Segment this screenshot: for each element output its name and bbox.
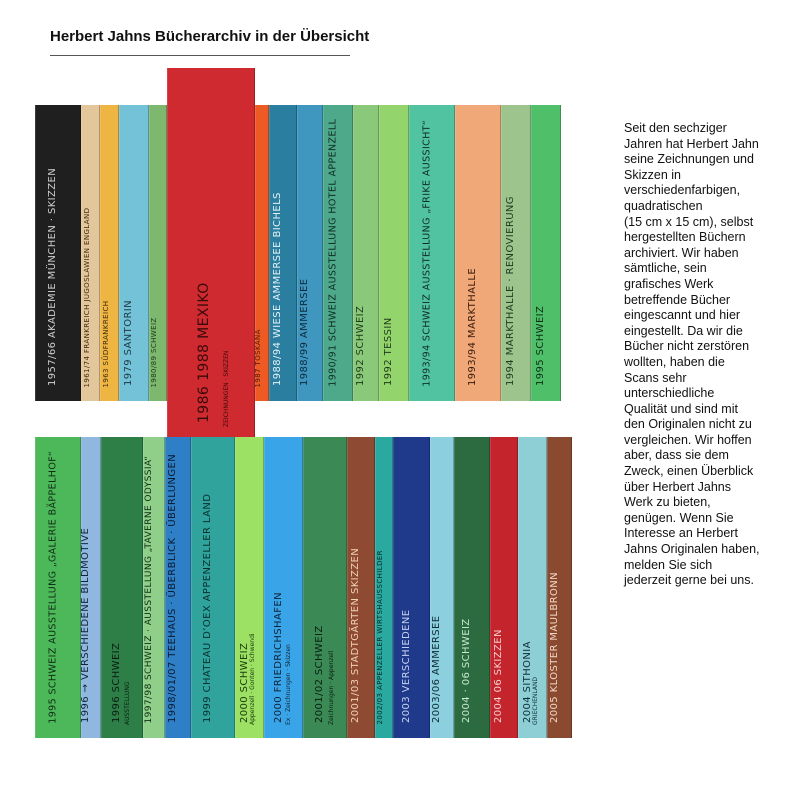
- bottom-book-spine: [264, 437, 303, 738]
- top-book-spine: [353, 105, 379, 401]
- bottom-book-spine: [191, 437, 235, 738]
- bottom-book-label: 2002/03 APPENZELLER WIRTSHAUSSCHILDER: [376, 550, 384, 725]
- bottom-book-sublabel: Ex · Zeichnungen · Skizzen: [285, 644, 293, 725]
- top-book-spine: [167, 68, 255, 440]
- top-book-spine: [81, 105, 100, 401]
- archive-description: Seit den sechziger Jahren hat Herbert Jahn seine Zeichnungen und Skizzen in verschiedenfarbigen, quadratischen (15 cm x 15 cm), selbst hergestellten Büchern archiviert. Wir haben sämtliche, sein grafisches Werk betreffende Bücher eingescannt und hier eingestellt. Da wir die Bücher nicht zerstören wollten, haben die Scans sehr unterschiedliche Qualität und sind mit den Originalen nicht zu vergleichen. Wir hoffen aber, dass sie dem Zweck, einen Überblick über Herbert Jahns Werk zu bieten, genügen. Wenn Sie Interesse an Herbert Jahns Originalen haben, melden Sie sich jederzeit gerne bei uns.: [624, 121, 760, 588]
- bottom-book-spine: [165, 437, 191, 738]
- top-book-label: 1995 SCHWEIZ: [535, 305, 546, 386]
- top-book-label: 1988/99 AMMERSEE: [299, 278, 310, 386]
- bottom-book-label: 2003/06 AMMERSEE: [431, 615, 442, 723]
- top-book-label: 1979 SANTORIN: [123, 299, 134, 386]
- bottom-book-spine: [547, 437, 572, 738]
- top-book-label: 1957/66 AKADEMIE MÜNCHEN · SKIZZEN: [47, 167, 58, 386]
- bottom-book-label: 2001/03 STADTGÄRTEN SKIZZEN: [350, 547, 361, 723]
- bottom-book-spine: [143, 437, 165, 738]
- bottom-book-spine: [518, 437, 547, 738]
- top-book-spine: [269, 105, 297, 401]
- bottom-book-spine: [303, 437, 347, 738]
- bottom-book-sublabel: AUSSTELLUNG: [124, 681, 132, 725]
- top-book-spine: [100, 105, 119, 401]
- top-book-label: 1987 TOSKANA: [254, 329, 262, 388]
- top-book-label: 1988/94 WIESE AMMERSEE BICHELS: [272, 192, 283, 386]
- bottom-book-spine: [375, 437, 393, 738]
- bottom-book-spine: [393, 437, 430, 738]
- top-book-label: 1993/94 SCHWEIZ AUSSTELLUNG „FRIKE AUSSICHT“: [421, 119, 433, 387]
- bottom-book-spine: [347, 437, 375, 738]
- bottom-book-spine: [490, 437, 518, 738]
- top-book-spine: [119, 105, 149, 401]
- top-book-label: 1961/74 FRANKREICH JUGOSLAWIEN ENGLAND: [82, 207, 91, 388]
- top-book-spine: [455, 105, 501, 401]
- top-book-spine: [255, 105, 269, 401]
- bottom-book-label: 2004 · 06 SCHWEIZ: [461, 618, 472, 723]
- bottom-book-label: 1999 CHATEAU D’OEX APPENZELLER LAND: [202, 493, 213, 723]
- bottom-book-spine: [430, 437, 454, 738]
- bottom-book-sublabel: Appenzell · Gonten · Schwendi: [248, 633, 256, 725]
- top-book-label: 1990/91 SCHWEIZ AUSSTELLUNG HOTEL APPENZELL: [327, 118, 339, 387]
- top-book-spine: [323, 105, 353, 401]
- bottom-book-sublabel: Zeichnungen · Appenzell: [327, 650, 335, 725]
- bookshelf-bottom: [35, 437, 572, 738]
- top-book-spine: [35, 105, 81, 401]
- top-book-sublabel: ZEICHNUNGEN · SKIZZEN: [223, 350, 231, 427]
- bottom-book-label: 2004 06 SKIZZEN: [493, 629, 504, 723]
- bottom-book-label: 2005 KLOSTER MAULBRONN: [548, 572, 560, 723]
- bottom-book-label: 1998/01/07 TEEHAUS · ÜBERBLICK · ÜBERLUNGEN: [167, 453, 178, 723]
- bottom-book-spine: [101, 437, 143, 738]
- bottom-book-label: 2000 FRIEDRICHSHAFEN: [272, 592, 284, 723]
- page-title: Herbert Jahns Bücherarchiv in der Übersicht: [50, 28, 370, 45]
- top-book-spine: [409, 105, 455, 401]
- top-book-label: 1980/89 SCHWEIZ: [150, 317, 158, 388]
- bottom-book-spine: [454, 437, 490, 738]
- top-book-spine: [501, 105, 531, 401]
- top-book-label: 1994 MARKTHALLE · RENOVIERUNG: [505, 196, 516, 386]
- top-book-label: 1986 1988 MEXIKO: [196, 282, 212, 423]
- bookshelf-top: [35, 68, 561, 440]
- bottom-book-spine: [235, 437, 264, 738]
- top-book-label: 1993/94 MARKTHALLE: [467, 267, 478, 386]
- top-book-label: 1992 SCHWEIZ: [355, 305, 366, 386]
- top-book-spine: [379, 105, 409, 401]
- bottom-book-spine: [35, 437, 81, 738]
- bottom-book-label: 2003 VERSCHIEDENE: [400, 609, 412, 723]
- bottom-book-sublabel: GRIECHENLAND: [531, 676, 539, 725]
- title-divider: [50, 55, 350, 56]
- bottom-book-label: 1996 SCHWEIZ: [111, 642, 122, 723]
- bottom-book-label: 1996 → VERSCHIEDENE BILDMOTIVE: [80, 527, 91, 723]
- top-book-spine: [149, 105, 167, 401]
- top-book-label: 1963 SÜDFRANKREICH: [101, 300, 110, 388]
- bottom-book-label: 1995 SCHWEIZ AUSSTELLUNG „GALERIE BÄPPELHOF“: [47, 450, 59, 724]
- bottom-book-label: 2004 SITHONIA: [521, 641, 533, 723]
- top-book-spine: [297, 105, 323, 401]
- bottom-book-spine: [81, 437, 101, 738]
- bottom-book-label: 1997/98 SCHWEIZ · AUSSTELLUNG „TAVERNE ODYSSIA“: [144, 455, 154, 724]
- bottom-book-label: 2001/02 SCHWEIZ: [314, 625, 325, 723]
- top-book-label: 1992 TESSIN: [383, 317, 394, 386]
- bottom-book-label: 2000 SCHWEIZ: [238, 642, 250, 723]
- top-book-spine: [531, 105, 561, 401]
